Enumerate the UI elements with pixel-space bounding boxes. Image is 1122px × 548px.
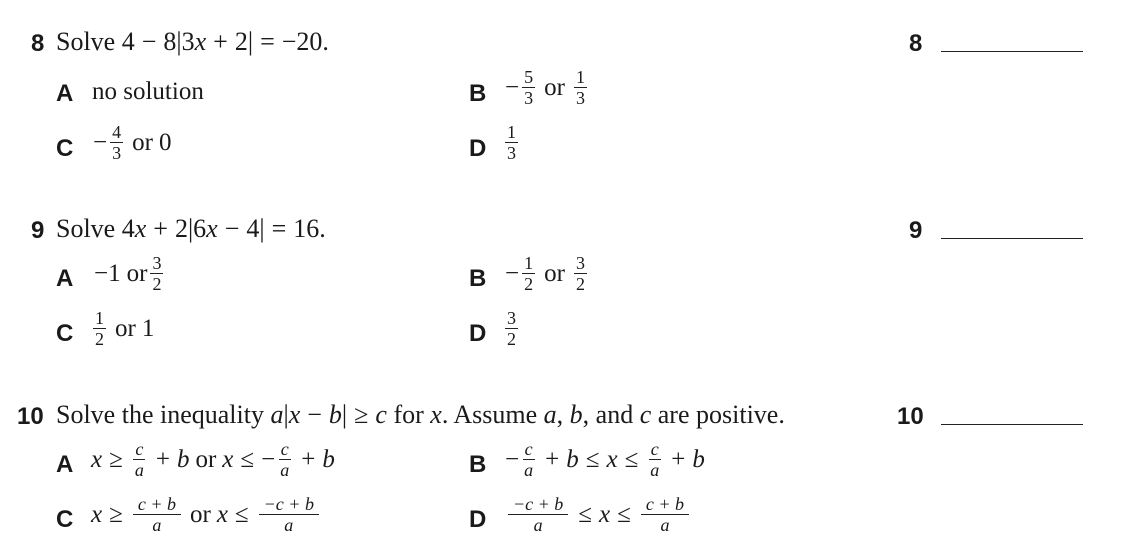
- abs-bar: |: [176, 27, 182, 56]
- answer-label-8: 8: [909, 30, 923, 57]
- geq: ≥: [354, 400, 369, 429]
- option-9b[interactable]: [505, 254, 590, 293]
- minus: −: [505, 259, 520, 287]
- var-a: a: [543, 400, 557, 429]
- denominator: 2: [524, 274, 534, 294]
- option-letter-10b: B: [469, 451, 487, 478]
- fraction: [505, 123, 518, 162]
- fraction: [574, 254, 587, 293]
- option-8b[interactable]: [505, 68, 590, 107]
- option-9c[interactable]: [90, 309, 154, 348]
- var-x: x: [430, 400, 442, 429]
- var-x: x: [599, 500, 611, 528]
- question-9-prompt: [56, 214, 326, 244]
- option-10a[interactable]: [91, 440, 335, 479]
- denominator: a: [524, 460, 534, 480]
- fraction: [508, 495, 568, 534]
- numerator: c + b: [641, 495, 689, 515]
- denominator: 2: [95, 329, 104, 349]
- denominator: a: [134, 460, 144, 480]
- fraction: [133, 495, 181, 534]
- leq: ≤: [240, 445, 255, 473]
- num: 2: [234, 27, 248, 56]
- var-c: c: [375, 400, 387, 429]
- num: 3: [181, 27, 195, 56]
- var-x: x: [216, 500, 228, 528]
- leq: ≤: [624, 445, 639, 473]
- leq: ≤: [585, 445, 600, 473]
- fraction: [93, 309, 106, 348]
- prompt-words: are positive.: [657, 400, 785, 429]
- option-8d[interactable]: [502, 123, 521, 162]
- prompt-words: for: [393, 400, 424, 429]
- solve-word: Solve: [56, 27, 116, 56]
- numerator: c + b: [133, 495, 181, 515]
- num: −1: [94, 259, 121, 287]
- denominator: 3: [575, 88, 585, 108]
- num: 1: [141, 314, 155, 342]
- question-8-prompt: [56, 27, 329, 57]
- var-x: x: [91, 500, 103, 528]
- var-x: x: [222, 445, 234, 473]
- or-word: or: [132, 128, 153, 156]
- or-word: or: [544, 259, 565, 287]
- minus: −: [93, 128, 108, 156]
- question-10-prompt: [56, 400, 785, 430]
- fraction: [259, 495, 319, 534]
- denominator: 3: [112, 143, 122, 163]
- numerator: −c + b: [508, 495, 568, 515]
- var-c: c: [639, 400, 652, 429]
- option-letter-8a: A: [56, 80, 74, 107]
- or-word: or: [544, 73, 565, 101]
- equals: =: [271, 214, 287, 243]
- denominator: a: [660, 515, 670, 535]
- plus: +: [545, 445, 560, 473]
- option-letter-8b: B: [469, 80, 487, 107]
- fraction: [641, 495, 689, 534]
- var-x: x: [206, 214, 218, 243]
- plus: +: [301, 445, 316, 473]
- fraction: [522, 440, 535, 479]
- geq: ≥: [109, 500, 123, 528]
- prompt-words: . Assume: [441, 400, 538, 429]
- leq: ≤: [234, 500, 249, 528]
- plus: +: [671, 445, 686, 473]
- solve-word: Solve: [56, 214, 116, 243]
- numerator: 1: [524, 253, 534, 273]
- option-letter-10a: A: [56, 451, 74, 478]
- var-b: b: [328, 400, 342, 429]
- plus: +: [155, 445, 170, 473]
- option-letter-9a: A: [56, 265, 74, 292]
- denominator: a: [280, 460, 290, 480]
- option-text: no solution: [92, 78, 204, 105]
- comma: ,: [556, 400, 564, 429]
- num: 16: [293, 214, 320, 243]
- answer-blank-10[interactable]: [941, 424, 1083, 425]
- denominator: a: [650, 460, 660, 480]
- fraction: [110, 123, 123, 162]
- geq: ≥: [109, 445, 123, 473]
- numerator: 1: [575, 67, 585, 87]
- leq: ≤: [617, 500, 631, 528]
- numerator: 4: [112, 122, 122, 142]
- answer-blank-9[interactable]: [941, 238, 1083, 239]
- numerator: c: [650, 439, 659, 459]
- option-letter-9c: C: [56, 320, 74, 347]
- var-x: x: [288, 400, 301, 429]
- fraction: [648, 440, 661, 479]
- numerator: 3: [152, 253, 162, 273]
- numerator: 3: [575, 253, 585, 273]
- abs-bar: |: [187, 214, 194, 243]
- question-8-number: 8: [31, 30, 45, 57]
- numerator: c: [280, 439, 289, 459]
- num: 4: [121, 27, 135, 56]
- equals: =: [260, 27, 275, 56]
- num: 4: [121, 214, 135, 243]
- numerator: 1: [95, 308, 104, 328]
- fraction: [574, 68, 587, 107]
- num: 6: [193, 214, 207, 243]
- leq: ≤: [578, 500, 593, 528]
- num: 4: [246, 214, 260, 243]
- abs-bar: |: [259, 214, 265, 243]
- numerator: c: [524, 439, 533, 459]
- or-word: or: [195, 445, 217, 473]
- var-b: b: [566, 445, 579, 473]
- option-letter-8d: D: [469, 135, 487, 162]
- var-x: x: [91, 445, 103, 473]
- denominator: a: [533, 515, 543, 535]
- expr: [270, 400, 386, 429]
- var-b: b: [692, 445, 705, 473]
- period: .: [319, 214, 326, 243]
- question-10-number: 10: [17, 403, 44, 430]
- abs-bar: |: [341, 400, 348, 429]
- answer-label-10: 10: [897, 403, 924, 430]
- minus: −: [505, 73, 520, 101]
- fraction: [133, 440, 146, 479]
- numerator: c: [135, 439, 144, 459]
- option-8c[interactable]: [93, 123, 171, 162]
- option-10c[interactable]: [91, 495, 322, 534]
- var-x: x: [134, 214, 147, 243]
- num: 8: [163, 27, 177, 56]
- fraction: [505, 309, 518, 348]
- plus: +: [213, 27, 228, 56]
- numerator: 3: [507, 308, 516, 328]
- option-letter-9b: B: [469, 265, 487, 292]
- abs-bar: |: [247, 27, 254, 56]
- denominator: 3: [524, 88, 534, 108]
- answer-label-9: 9: [909, 217, 923, 244]
- var-x: x: [194, 27, 207, 56]
- expr: [122, 214, 326, 243]
- fraction: [278, 440, 291, 479]
- question-9-number: 9: [31, 217, 45, 244]
- minus: −: [505, 445, 520, 473]
- numerator: −c + b: [259, 495, 319, 515]
- num: 0: [158, 128, 172, 156]
- denominator: 3: [507, 143, 516, 163]
- plus: +: [153, 214, 168, 243]
- minus: −: [261, 445, 276, 473]
- fraction: [522, 68, 535, 107]
- period: .: [322, 27, 329, 56]
- option-10d[interactable]: [505, 495, 692, 534]
- option-9d[interactable]: [502, 309, 521, 348]
- denominator: 2: [152, 274, 162, 294]
- num: −20: [281, 27, 323, 56]
- expr: [122, 27, 329, 56]
- var-b: b: [322, 445, 335, 473]
- fraction: [150, 254, 163, 293]
- denominator: a: [284, 515, 294, 535]
- denominator: 2: [575, 274, 585, 294]
- or-word: or: [189, 500, 211, 528]
- abs-bar: |: [283, 400, 289, 429]
- answer-blank-8[interactable]: [941, 51, 1083, 52]
- option-letter-8c: C: [56, 135, 74, 162]
- option-8a[interactable]: [92, 78, 204, 106]
- option-letter-10c: C: [56, 506, 74, 533]
- var-x: x: [606, 445, 618, 473]
- or-word: or: [115, 314, 136, 342]
- prompt-words: Solve the inequality: [56, 400, 264, 429]
- var-a: a: [270, 400, 284, 429]
- or-word: or: [126, 259, 148, 287]
- denominator: a: [152, 515, 162, 535]
- denominator: 2: [507, 329, 516, 349]
- numerator: 1: [507, 122, 516, 142]
- minus: −: [307, 400, 322, 429]
- option-10b[interactable]: [505, 440, 705, 479]
- fraction: [522, 254, 535, 293]
- prompt-words: , and: [582, 400, 634, 429]
- var-b: b: [569, 400, 583, 429]
- minus: −: [141, 27, 157, 56]
- var-b: b: [176, 445, 190, 473]
- option-letter-9d: D: [469, 320, 487, 347]
- minus: −: [224, 214, 240, 243]
- num: 2: [174, 214, 188, 243]
- numerator: 5: [524, 67, 534, 87]
- option-9a[interactable]: [94, 254, 166, 293]
- option-letter-10d: D: [469, 506, 487, 533]
